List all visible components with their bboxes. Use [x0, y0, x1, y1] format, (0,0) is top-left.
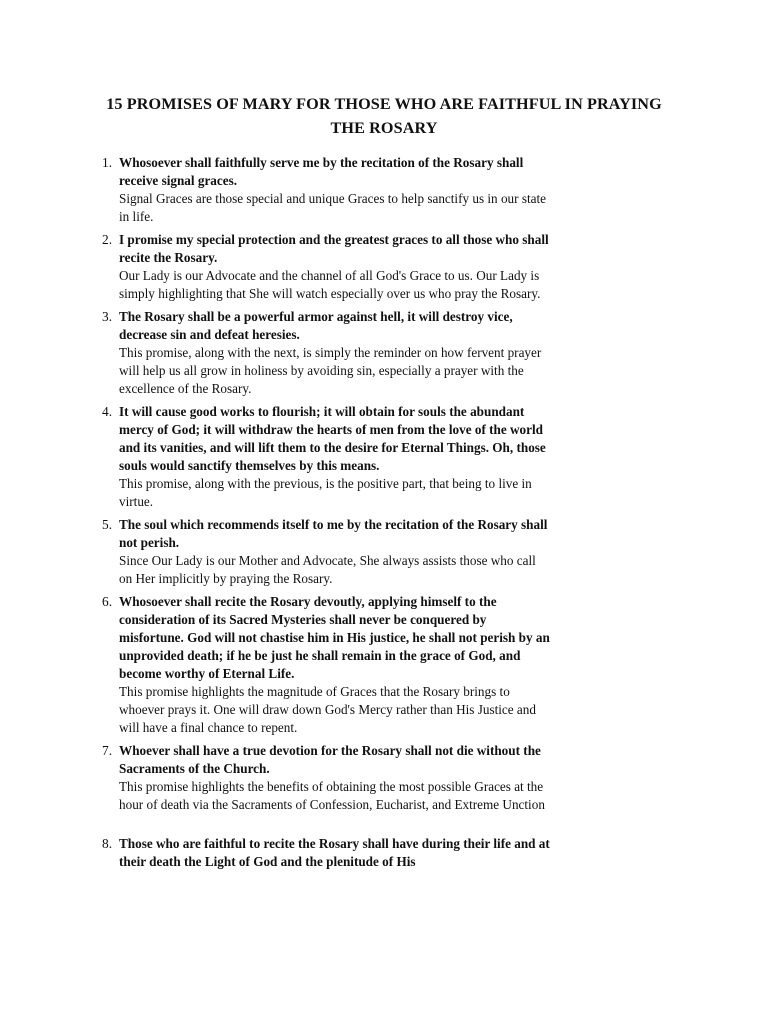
promise-comment: This promise highlights the benefits of obtaining the most possible Graces at the hour of death via the Sacraments of Confession, Eucharist, and Extreme Unction [119, 779, 545, 812]
promise-number: 2. [102, 232, 113, 247]
promise-text: Whosoever shall faithfully serve me by the recitation of the Rosary shall receive signal graces. [119, 155, 524, 188]
promise-item-1 [102, 154, 552, 226]
promise-number: 8. [102, 836, 113, 851]
promise-text: Whoever shall have a true devotion for the Rosary shall not die without the Sacraments of the Church. [119, 743, 541, 776]
promise-item-6 [102, 593, 552, 737]
promise-number: 5. [102, 517, 113, 532]
promise-item-5 [102, 516, 552, 588]
promise-list [102, 154, 552, 876]
promise-text: It will cause good works to flourish; it will obtain for souls the abundant mercy of God; it will withdraw the hearts of men from the love of the world and its vanities, and will lift them to the desire for Eternal Things. Oh, those souls would sanctify themselves by this means. [119, 404, 546, 473]
document-title: 15 PROMISES OF MARY FOR THOSE WHO ARE FAITHFUL IN PRAYING THE ROSARY [106, 95, 662, 137]
promise-number: 7. [102, 743, 113, 758]
promise-item-2 [102, 231, 552, 303]
promise-number: 6. [102, 594, 113, 609]
promise-comment: This promise highlights the magnitude of Graces that the Rosary brings to whoever prays it. One will draw down God's Mercy rather than His Justice and will have a final chance to repent. [119, 684, 536, 735]
promise-item-8 [102, 835, 552, 871]
promise-item-7 [102, 742, 552, 814]
promise-text: Whosoever shall recite the Rosary devoutly, applying himself to the consideration of its Sacred Mysteries shall never be conquered by misfortune. God will not chastise him in His justice, he shall not perish by an unprovided death; if he be just he shall remain in the grace of God, and become worthy of Eternal Life. [119, 594, 550, 681]
promise-number: 4. [102, 404, 113, 419]
promise-text: The soul which recommends itself to me by the recitation of the Rosary shall not perish. [119, 517, 548, 550]
promise-comment: Signal Graces are those special and unique Graces to help sanctify us in our state in life. [119, 191, 546, 224]
promise-number: 1. [102, 155, 113, 170]
promise-comment: This promise, along with the next, is simply the reminder on how fervent prayer will help us all grow in holiness by avoiding sin, especially a prayer with the excellence of the Rosary. [119, 345, 542, 396]
promise-text: I promise my special protection and the greatest graces to all those who shall recite the Rosary. [119, 232, 549, 265]
promise-comment: Since Our Lady is our Mother and Advocate, She always assists those who call on Her implicitly by praying the Rosary. [119, 553, 536, 586]
promise-item-3 [102, 308, 552, 398]
promise-text: Those who are faithful to recite the Rosary shall have during their life and at their death the Light of God and the plenitude of His [119, 836, 550, 869]
promise-item-4 [102, 403, 552, 511]
promise-comment: This promise, along with the previous, is the positive part, that being to live in virtue. [119, 476, 532, 509]
promise-comment: Our Lady is our Advocate and the channel of all God's Grace to us. Our Lady is simply highlighting that She will watch especially over us who pray the Rosary. [119, 268, 541, 301]
promise-number: 3. [102, 309, 113, 324]
promise-text: The Rosary shall be a powerful armor against hell, it will destroy vice, decrease sin and defeat heresies. [119, 309, 513, 342]
